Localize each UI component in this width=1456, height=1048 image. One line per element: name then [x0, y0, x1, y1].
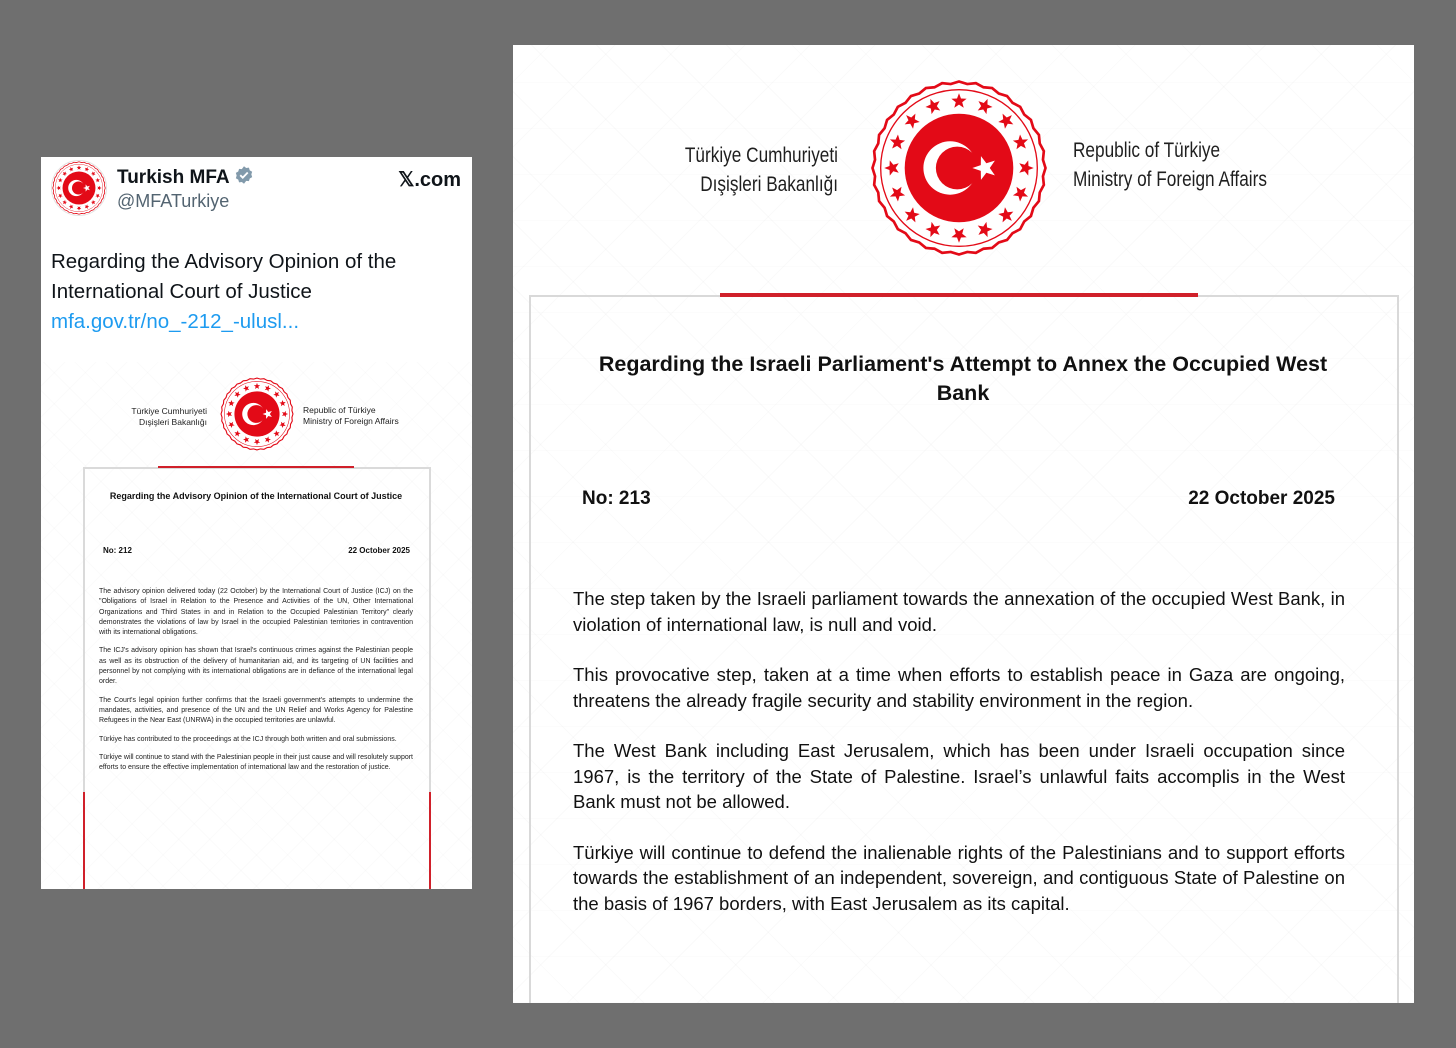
- mfa-seal-icon: [52, 161, 106, 215]
- red-side-rule: [83, 792, 85, 889]
- paragraph: Türkiye will continue to defend the inalienable rights of the Palestinians and to support efforts towards the establishment of an independent, sovereign, and contiguous State of Palestine on the basis of 1967 borders, with East Jerusalem as its capital.: [573, 841, 1345, 914]
- paragraph: This provocative step, taken at a time when efforts to establish peace in Gaza are ongoing, threatens the already fragile security and stability environment in the region.: [573, 664, 1345, 711]
- x-logo[interactable]: 𝕏.com: [398, 169, 461, 191]
- red-rule: [158, 466, 354, 468]
- account-name[interactable]: Turkish MFA: [117, 167, 230, 188]
- avatar[interactable]: [51, 160, 107, 216]
- tweet-header: [51, 160, 466, 216]
- tweet-card[interactable]: [41, 157, 472, 889]
- paragraph: The West Bank including East Jerusalem, which has been under Israeli occupation since 1967, is the territory of the State of Palestine. Israel’s unlawful faits accomplis in the West Bank must not be allowed.: [573, 740, 1345, 812]
- red-rule: [720, 293, 1198, 297]
- paragraph: The step taken by the Israeli parliament towards the annexation of the occupied West Bank, in violation of international law, is null and void.: [573, 588, 1345, 635]
- tweet-text: [51, 247, 461, 337]
- org-name-english: Republic of Türkiye Ministry of Foreign Affairs: [1073, 139, 1267, 191]
- paragraph: The ICJ's advisory opinion has shown that Israel's continuous crimes against the Palestinian people as well as its obstruction of the delivery of humanitarian aid, and its targeting of UN facilities and personnel by not complying with its international obligations are in defiance of the international legal order.: [99, 647, 413, 686]
- org-name-turkish: Türkiye Cumhuriyeti Dışişleri Bakanlığı: [684, 144, 838, 196]
- red-side-rule: [429, 792, 431, 889]
- mfa-seal-icon: [870, 79, 1048, 257]
- paragraph: Türkiye will continue to stand with the Palestinian people in their just cause and will resolutely support efforts to ensure the effective implementation of international law and the restoration of justice.: [99, 753, 414, 772]
- press-release-document: [513, 45, 1414, 1003]
- document-body: [573, 586, 1345, 941]
- statement-number: No: 213: [582, 488, 651, 509]
- paragraph: The advisory opinion delivered today (22 October) by the International Court of Justice (ICJ) on the "Obligations of Israel in Relation to the Presence and Activities of the UN, Other International Organizations and Third States in and in Relation to the Occupied Palestinian Territory" clearly demonstrates the violations of law by Israel in the occupied Palestinian territories in contravention with its international obligations.: [99, 588, 413, 637]
- statement-date: 22 October 2025: [1188, 488, 1335, 509]
- org-name-turkish: Türkiye Cumhuriyeti Dışişleri Bakanlığı: [131, 406, 207, 427]
- document-body: [99, 587, 413, 781]
- tweet-link[interactable]: mfa.gov.tr/no_-212_-ulusl...: [51, 310, 300, 333]
- statement-number: No: 212: [103, 546, 132, 555]
- document-title: Regarding the Israeli Parliament's Attempt to Annex the Occupied West Bank: [598, 352, 1328, 405]
- paragraph: The Court's legal opinion further confirms that the Israeli government's attempts to undermine the mandates, activities, and presence of the UN and the UN Relief and Works Agency for Palestine Refugees in the Near East (UNRWA) in the occupied territories are unlawful.: [99, 696, 413, 725]
- paragraph: Türkiye has contributed to the proceedings at the ICJ through both written and oral submissions.: [99, 735, 397, 743]
- tweet-body: Regarding the Advisory Opinion of the International Court of Justice: [51, 250, 397, 303]
- verified-badge-icon: [234, 165, 254, 185]
- org-name-english: Republic of Türkiye Ministry of Foreign Affairs: [303, 405, 399, 426]
- attached-document-image[interactable]: [41, 362, 472, 889]
- mfa-seal-icon: [220, 377, 294, 451]
- statement-date: 22 October 2025: [348, 546, 410, 555]
- account-handle[interactable]: @MFATurkiye: [117, 191, 230, 211]
- document-title: Regarding the Advisory Opinion of the International Court of Justice: [109, 491, 403, 501]
